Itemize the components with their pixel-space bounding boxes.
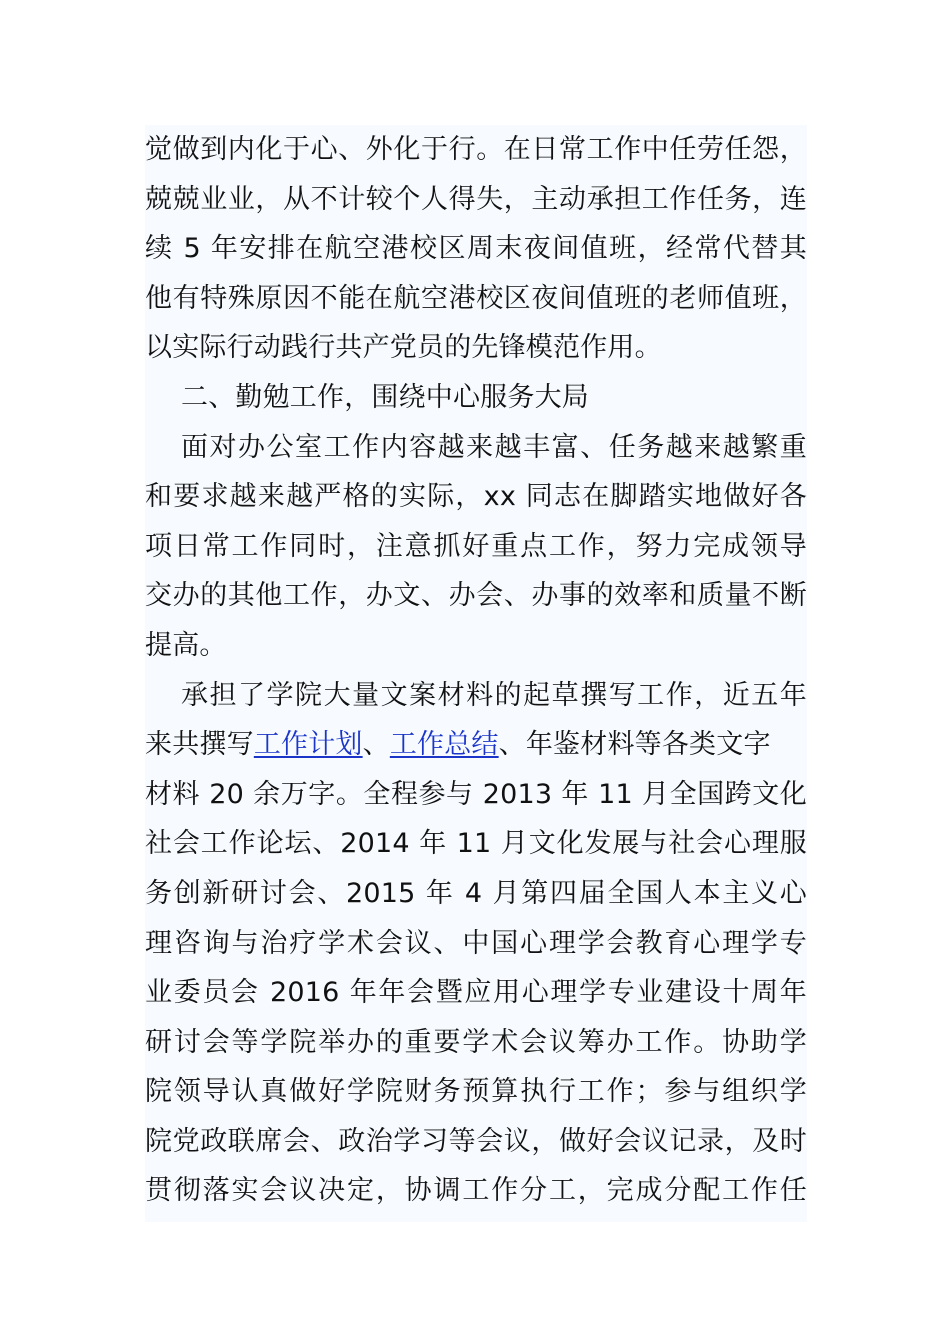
- text-line: 材料 20 余万字。全程参与 2013 年 11 月全国跨文化: [145, 778, 807, 810]
- text-line: 交办的其他工作，办文、办会、办事的效率和质量不断: [145, 580, 807, 612]
- text-line: 续 5 年安排在航空港校区周末夜间值班，经常代替其: [145, 233, 807, 265]
- text-segment: 、年鉴材料等各类文字: [498, 729, 771, 761]
- text-line: 项日常工作同时，注意抓好重点工作，努力完成领导: [145, 530, 807, 562]
- text-line: 研讨会等学院举办的重要学术会议筹办工作。协助学: [145, 1026, 807, 1058]
- text-line: 院党政联席会、政治学习等会议，做好会议记录，及时: [145, 1125, 807, 1157]
- text-line: 业委员会 2016 年年会暨应用心理学专业建设十周年: [145, 977, 807, 1009]
- text-line: 务创新研讨会、2015 年 4 月第四届全国人本主义心: [145, 877, 807, 909]
- section-heading: 二、勤勉工作，围绕中心服务大局: [181, 381, 589, 413]
- text-line: 理咨询与治疗学术会议、中国心理学会教育心理学专: [145, 927, 807, 959]
- link-work-plan[interactable]: 工作计划: [253, 729, 363, 761]
- text-line: 和要求越来越严格的实际，xx 同志在脚踏实地做好各: [145, 481, 807, 513]
- text-line: 觉做到内化于心、外化于行。在日常工作中任劳任怨，: [145, 134, 807, 165]
- text-line: 社会工作论坛、2014 年 11 月文化发展与社会心理服: [145, 828, 807, 860]
- text-line: 提高。: [145, 629, 227, 661]
- text-segment: 、: [362, 729, 390, 761]
- text-line: 承担了学院大量文案材料的起草撰写工作，近五年: [181, 679, 807, 711]
- text-line: 他有特殊原因不能在航空港校区夜间值班的老师值班，: [145, 282, 807, 314]
- text-line: 院领导认真做好学院财务预算执行工作；参与组织学: [145, 1076, 807, 1108]
- document-body: [145, 125, 807, 1222]
- text-line: 以实际行动践行共产党员的先锋模范作用。: [145, 332, 662, 364]
- link-work-summary[interactable]: 工作总结: [389, 729, 499, 761]
- text-line: 贯彻落实会议决定，协调工作分工，完成分配工作任: [145, 1175, 807, 1207]
- text-line: 面对办公室工作内容越来越丰富、任务越来越繁重: [181, 431, 807, 463]
- text-segment: 来共撰写: [145, 729, 254, 761]
- text-line-with-links: [145, 720, 807, 770]
- text-line: 兢兢业业，从不计较个人得失，主动承担工作任务，连: [145, 183, 807, 215]
